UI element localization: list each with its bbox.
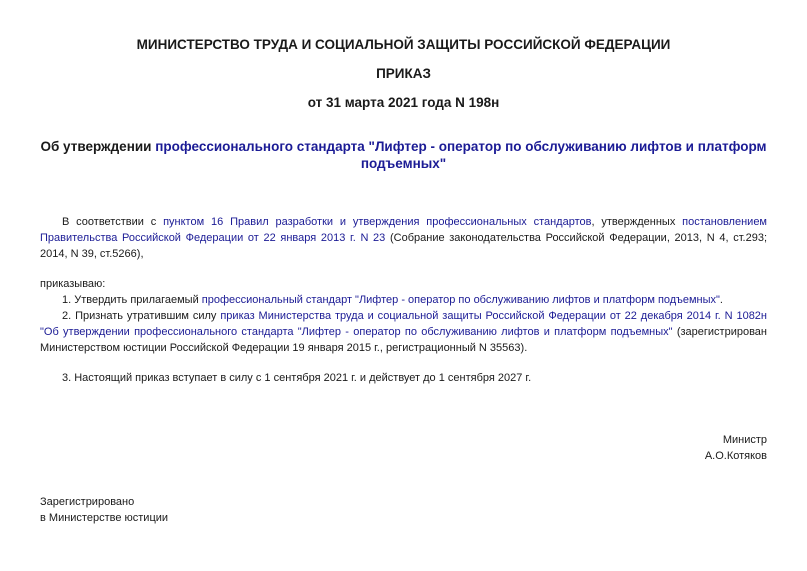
order-date: от 31 марта 2021 года N 198н — [307, 95, 500, 110]
professional-standard-link[interactable]: профессиональный стандарт "Лифтер - оператор по обслуживанию лифтов и платформ подъемных" — [201, 294, 720, 306]
preamble-paragraph — [40, 214, 767, 262]
preamble-text-1: В соответствии с — [62, 216, 164, 228]
preamble-text-3: (Собрание законодательства Российской Федерации, 2013, N 4, ст.293; 2014, N 39, ст.5266), — [40, 232, 768, 260]
signature-block — [705, 432, 767, 464]
item2-text-1: 2. Признать утратившим силу — [62, 310, 221, 322]
order-subject — [40, 138, 767, 172]
order-item-2 — [40, 308, 767, 356]
registration-line-1: Зарегистрировано — [40, 496, 135, 508]
preamble-text-2: , утвержденных — [591, 216, 683, 228]
ministry-heading: МИНИСТЕРСТВО ТРУДА И СОЦИАЛЬНОЙ ЗАЩИТЫ РОССИЙСКОЙ ФЕДЕРАЦИИ — [136, 37, 671, 52]
item1-text-2: . — [719, 294, 723, 306]
signer-position: Министр — [722, 434, 767, 446]
order-item-1 — [40, 292, 767, 308]
government-decree-link[interactable]: постановлением Правительства Российской Федерации от 22 января 2013 г. N 23 — [40, 216, 767, 244]
subject-prefix: Об утверждении — [40, 139, 156, 154]
order-title: ПРИКАЗ — [376, 66, 431, 81]
registration-block — [40, 494, 168, 526]
order-item-3: 3. Настоящий приказ вступает в силу с 1 сентября 2021 г. и действует до 1 сентября 2027 г. — [62, 372, 532, 384]
registration-line-2: в Министерстве юстиции — [40, 512, 169, 524]
document-page — [40, 0, 767, 571]
subject-standard-link[interactable]: профессионального стандарта "Лифтер - оператор по обслуживанию лифтов и платформ подъемных" — [155, 139, 767, 171]
item2-text-2: (зарегистрирован Министерством юстиции Российской Федерации 19 января 2015 г., регистрационный N 35563). — [40, 326, 767, 354]
item1-text-1: 1. Утвердить прилагаемый — [62, 294, 202, 306]
rules-point-16-link[interactable]: пунктом 16 Правил разработки и утверждения профессиональных стандартов — [163, 216, 592, 228]
previous-order-link[interactable]: приказ Министерства труда и социальной защиты Российской Федерации от 22 декабря 2014 г. N 1082н "Об утверждении профессионального стандарта "Лифтер - оператор по обслуживанию лифтов и платформ подъемных" — [40, 310, 767, 338]
order-word: приказываю: — [40, 278, 106, 290]
signer-name: А.О.Котяков — [704, 450, 767, 462]
